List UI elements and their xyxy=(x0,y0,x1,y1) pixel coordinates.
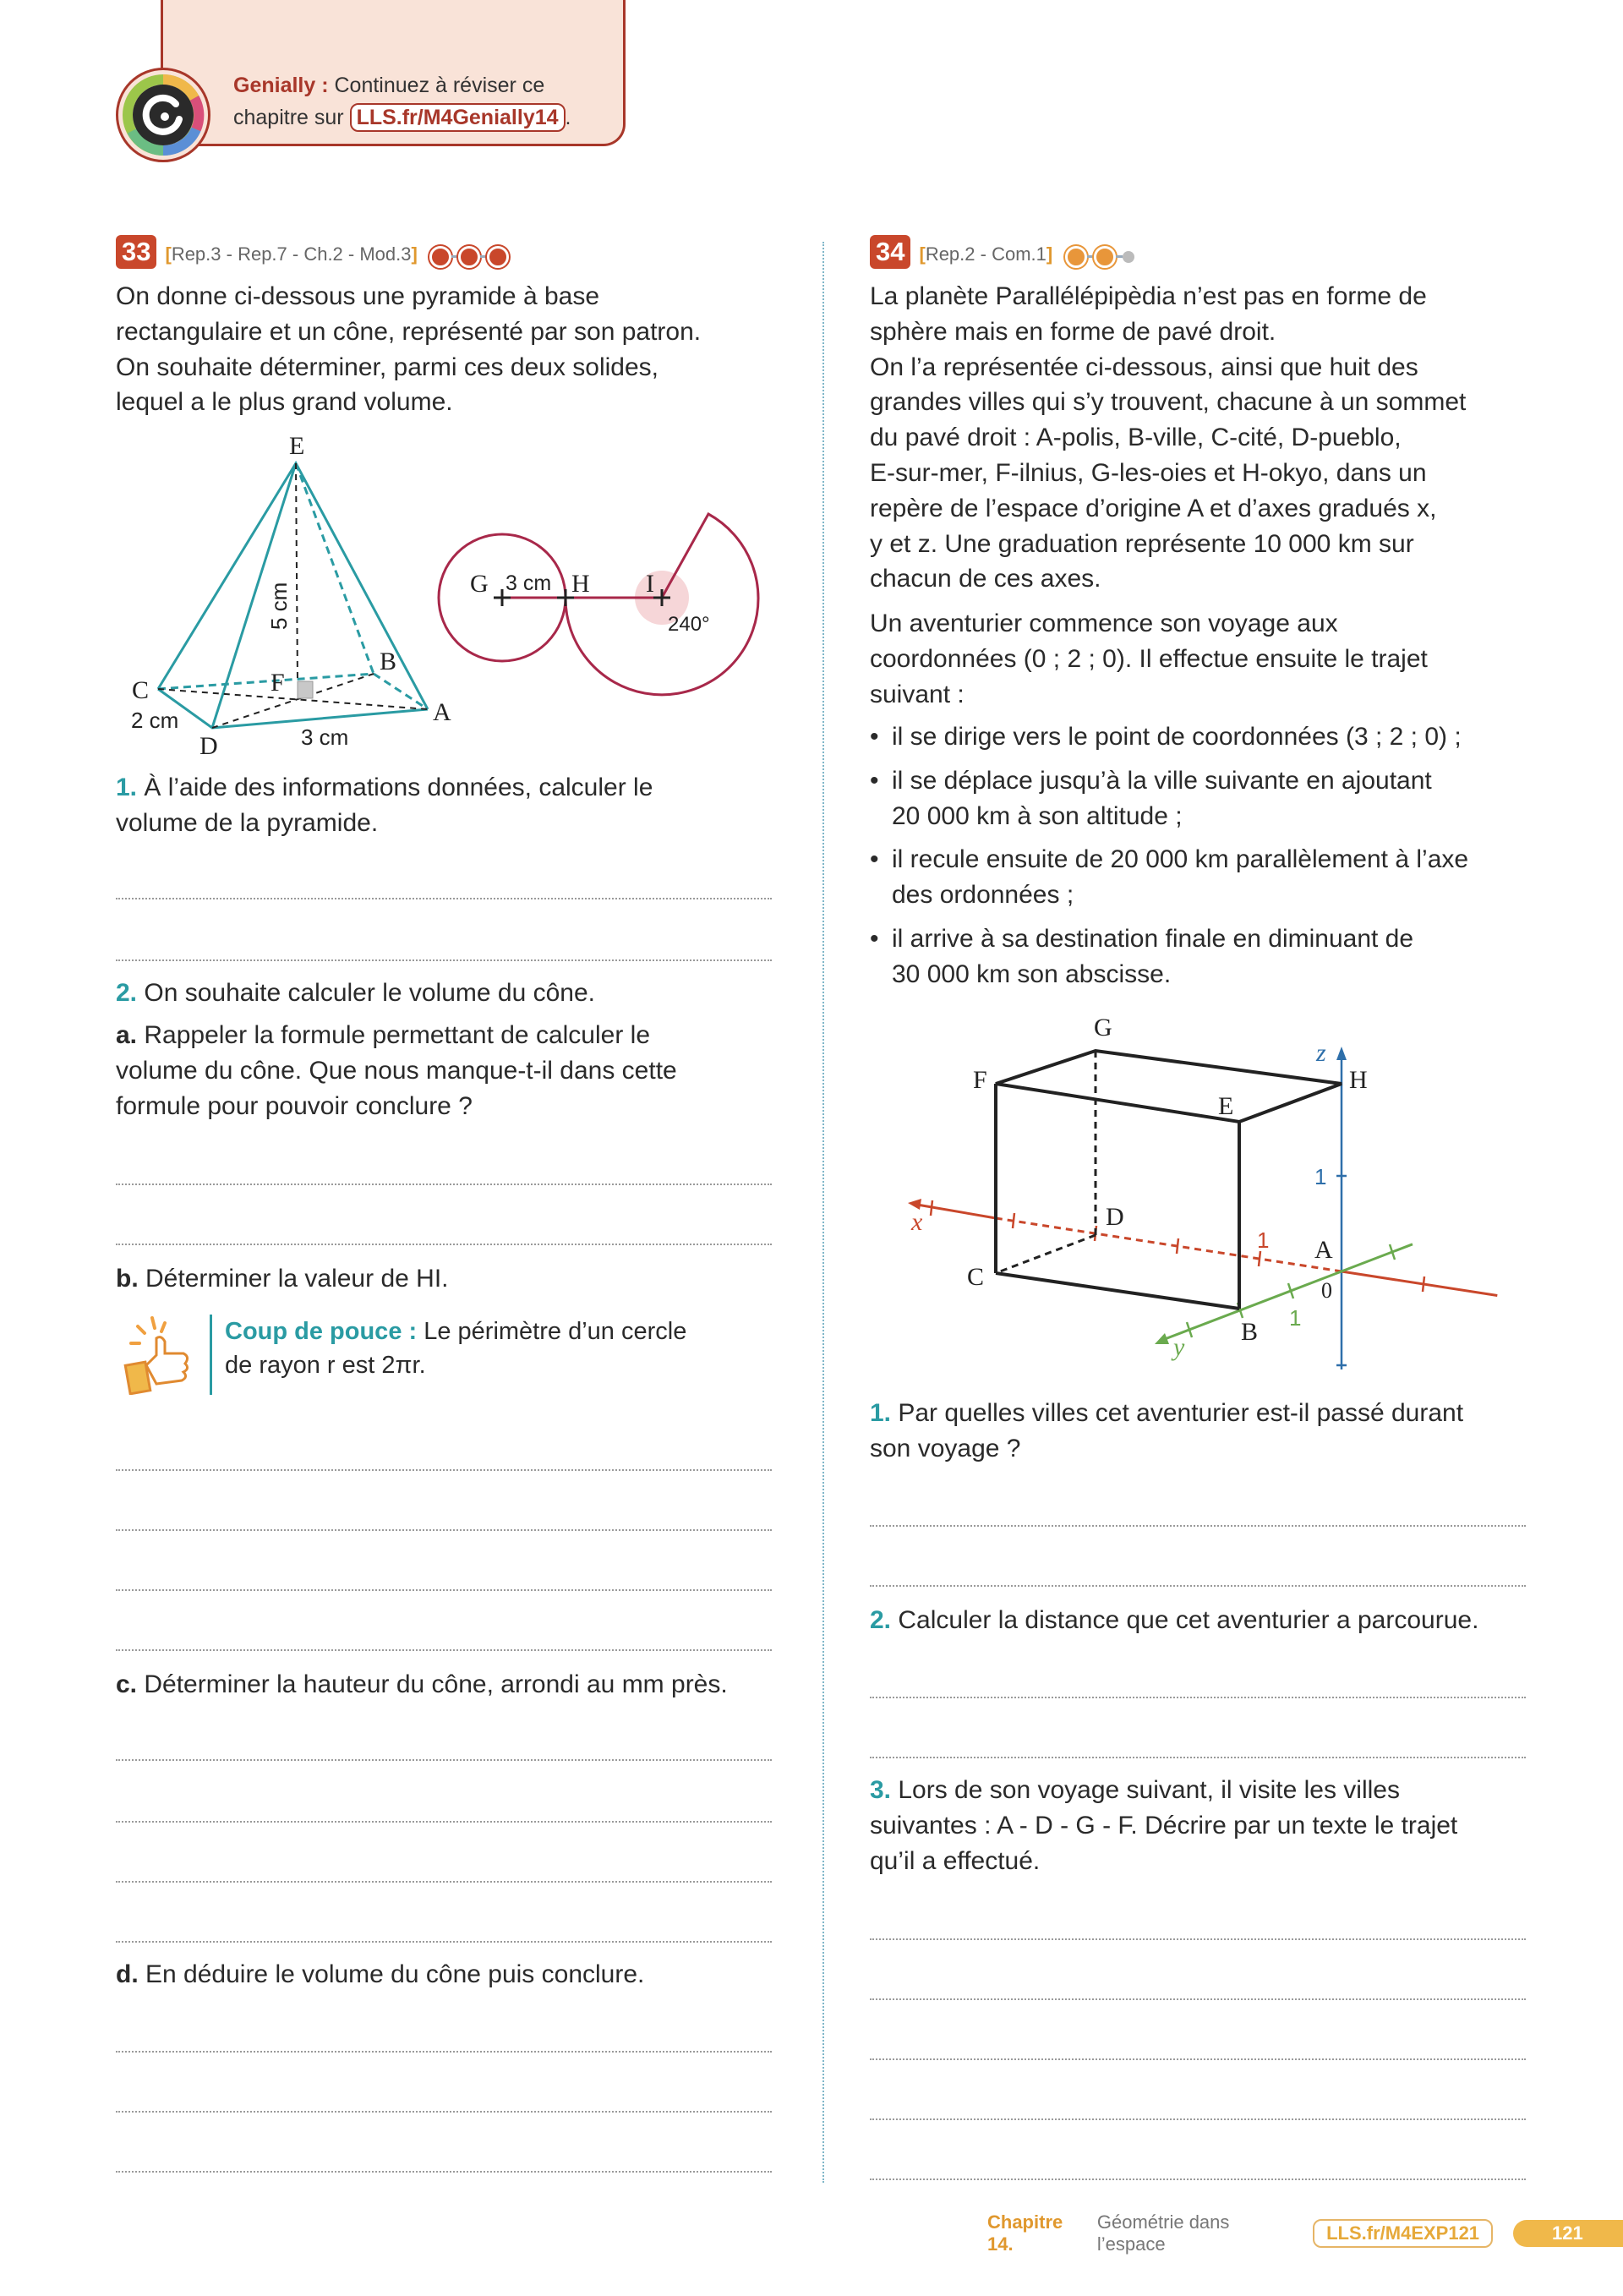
ex33-ref-text: Rep.3 - Rep.7 - Ch.2 - Mod.3 xyxy=(171,243,412,265)
q-text: En déduire le volume du cône puis conclure. xyxy=(138,1960,645,1988)
answer-line[interactable] xyxy=(870,2118,1526,2120)
answer-line[interactable] xyxy=(870,1938,1526,1940)
ex34-difficulty xyxy=(1065,246,1134,268)
footer xyxy=(987,2211,1623,2255)
answer-line[interactable] xyxy=(870,2058,1526,2060)
y-arrow-icon xyxy=(1155,1333,1169,1344)
label-H: H xyxy=(571,570,590,598)
answer-line[interactable] xyxy=(116,2171,772,2173)
step-text: • il se déplace jusqu’à la ville suivante en ajoutant xyxy=(892,766,1432,795)
q-number: 2. xyxy=(870,1606,892,1634)
ex33-q2a xyxy=(116,1018,677,1123)
q-text: volume du cône. Que nous manque-t-il dans cette xyxy=(116,1056,677,1085)
label-H: H xyxy=(1349,1066,1368,1094)
label-E: E xyxy=(289,432,305,460)
q-text: Déterminer la hauteur du cône, arrondi au mm près. xyxy=(137,1670,728,1698)
x-tick xyxy=(931,1200,932,1216)
tip-text: Le périmètre d’un cercle xyxy=(417,1318,687,1345)
page-number: 121 xyxy=(1513,2220,1623,2247)
answer-line[interactable] xyxy=(116,2111,772,2113)
label-5cm: 5 cm xyxy=(266,582,292,630)
ex34-ref-text: Rep.2 - Com.1 xyxy=(925,243,1046,265)
x-axis-hidden xyxy=(996,1218,1342,1271)
label-A: A xyxy=(1314,1236,1333,1264)
step-text: des ordonnées ; xyxy=(892,881,1074,910)
answer-line[interactable] xyxy=(116,1881,772,1883)
ex33-ref: [Rep.3 - Rep.7 - Ch.2 - Mod.3] xyxy=(165,243,418,265)
answer-line[interactable] xyxy=(870,1697,1526,1698)
label-x: x xyxy=(911,1208,923,1236)
label-y-1: 1 xyxy=(1289,1305,1302,1331)
step-text: 30 000 km son abscisse. xyxy=(892,959,1172,988)
label-I: I xyxy=(646,570,654,598)
q-text: son voyage ? xyxy=(870,1434,1021,1462)
cone-net-figure xyxy=(439,514,758,695)
answer-line[interactable] xyxy=(116,1184,772,1185)
label-240: 240° xyxy=(668,613,710,636)
ex33-q1 xyxy=(116,770,653,841)
q-number: 1. xyxy=(116,774,138,801)
cuboid xyxy=(996,1051,1342,1309)
ex33-intro-line: lequel a le plus grand volume. xyxy=(116,388,453,417)
label-G: G xyxy=(470,570,489,598)
answer-line[interactable] xyxy=(870,1757,1526,1758)
ex34-start-line: Un aventurier commence son voyage aux xyxy=(870,610,1338,637)
label-z: z xyxy=(1316,1039,1326,1067)
answer-line[interactable] xyxy=(116,1759,772,1761)
label-F: F xyxy=(270,669,285,697)
q-letter: a. xyxy=(116,1021,138,1049)
answer-line[interactable] xyxy=(116,959,772,961)
tip-text: de rayon r est 2πr. xyxy=(225,1352,426,1379)
q-text: Lors de son voyage suivant, il visite les villes xyxy=(891,1776,1400,1804)
genially-label: Genially : xyxy=(233,74,329,97)
ex34-header xyxy=(870,235,1134,269)
pyramid-figure xyxy=(158,463,428,728)
ex34-start xyxy=(870,606,1428,712)
x-tick xyxy=(1423,1276,1424,1292)
ex33-figure xyxy=(0,0,812,778)
ex34-intro-line: La planète Parallélépipèdia n’est pas en forme de xyxy=(870,282,1427,310)
tip-bar xyxy=(210,1315,212,1395)
ex33-q2d xyxy=(116,1957,644,1993)
ex33-intro-line: rectangulaire et un cône, représenté par son patron. xyxy=(116,317,702,346)
tip-box xyxy=(225,1315,686,1382)
right-angle-mark xyxy=(298,681,313,698)
q-letter: c. xyxy=(116,1670,138,1698)
q-text: On souhaite calculer le volume du cône. xyxy=(137,979,596,1007)
q-text: Par quelles villes cet aventurier est-il passé durant xyxy=(891,1399,1464,1427)
footer-title: Géométrie dans l’espace xyxy=(1096,2211,1230,2255)
step-item xyxy=(870,719,1468,755)
label-D: D xyxy=(1106,1203,1124,1231)
label-origin: 0 xyxy=(1321,1278,1332,1303)
label-B: B xyxy=(380,648,397,675)
label-C: C xyxy=(967,1263,985,1291)
q-text: Calculer la distance que cet aventurier a parcourue. xyxy=(891,1606,1479,1634)
difficulty-dot xyxy=(1065,246,1087,268)
answer-line[interactable] xyxy=(870,2178,1526,2180)
label-3cm-net: 3 cm xyxy=(505,571,552,595)
ex33-q2b xyxy=(116,1261,448,1297)
genially-text-2: chapitre sur xyxy=(233,106,350,129)
ex34-intro-line: On l’a représentée ci-dessous, ainsi que huit des xyxy=(870,353,1418,381)
step-text: • il se dirige vers le point de coordonnées (3 ; 2 ; 0) ; xyxy=(892,723,1462,751)
q-letter: b. xyxy=(116,1265,139,1293)
x-tick xyxy=(1259,1251,1260,1266)
tip-label: Coup de pouce : xyxy=(225,1318,418,1345)
answer-line[interactable] xyxy=(116,2051,772,2053)
answer-line[interactable] xyxy=(116,898,772,899)
ex34-q1 xyxy=(870,1396,1463,1467)
label-D: D xyxy=(199,732,218,760)
label-2cm: 2 cm xyxy=(131,708,179,733)
genially-text-1: Continuez à réviser ce xyxy=(328,74,545,97)
ex33-intro-line: On donne ci-dessous une pyramide à base xyxy=(116,282,600,310)
ex34-intro xyxy=(870,279,1466,597)
answer-line[interactable] xyxy=(870,1998,1526,2000)
label-A: A xyxy=(433,698,451,726)
ex34-intro-line: E-sur-mer, F-ilnius, G-les-oies et H-okyo, dans un xyxy=(870,458,1427,487)
q-number: 2. xyxy=(116,979,138,1007)
label-y: y xyxy=(1173,1333,1185,1361)
cuboid-axes-figure xyxy=(870,1006,1546,1378)
ex34-ref: [Rep.2 - Com.1] xyxy=(919,243,1053,265)
answer-line[interactable] xyxy=(116,1941,772,1943)
ex34-start-line: suivant : xyxy=(870,680,965,708)
ex34-q2 xyxy=(870,1603,1478,1638)
q-text: volume de la pyramide. xyxy=(116,808,379,837)
q-number: 1. xyxy=(870,1399,892,1427)
step-text: • il arrive à sa destination finale en diminuant de xyxy=(892,924,1414,953)
label-E: E xyxy=(1218,1092,1234,1120)
q-text: Déterminer la valeur de HI. xyxy=(138,1265,449,1293)
ex34-intro-line: sphère mais en forme de pavé droit. xyxy=(870,317,1276,346)
ex34-intro-line: chacun de ces axes. xyxy=(870,565,1101,593)
q-letter: d. xyxy=(116,1960,139,1988)
q-text: Rappeler la formule permettant de calculer le xyxy=(137,1021,651,1049)
ex34-number: 34 xyxy=(870,235,910,269)
column-divider xyxy=(822,242,824,2183)
thumbs-up-icon xyxy=(123,1315,199,1399)
label-x-1: 1 xyxy=(1257,1227,1270,1253)
q-text: qu’il a effectué. xyxy=(870,1846,1041,1875)
answer-line[interactable] xyxy=(116,1469,772,1471)
footer-chapter: Chapitre 14. xyxy=(987,2211,1063,2255)
ex33-intro-line: On souhaite déterminer, parmi ces deux solides, xyxy=(116,353,658,381)
ex33-number: 33 xyxy=(116,235,156,269)
step-item xyxy=(870,921,1468,992)
step-text: 20 000 km à son altitude ; xyxy=(892,801,1183,830)
label-z-1: 1 xyxy=(1314,1164,1327,1189)
answer-line[interactable] xyxy=(116,1244,772,1245)
label-B: B xyxy=(1241,1318,1259,1346)
answer-line[interactable] xyxy=(870,1525,1526,1527)
q-text: suivantes : A - D - G - F. Décrire par un texte le trajet xyxy=(870,1811,1458,1840)
label-3cm: 3 cm xyxy=(301,724,349,750)
difficulty-dot xyxy=(1094,246,1116,268)
answer-line[interactable] xyxy=(116,1589,772,1591)
ex33-q2 xyxy=(116,976,595,1011)
q-text: formule pour pouvoir conclure ? xyxy=(116,1091,473,1120)
answer-line[interactable] xyxy=(116,1529,772,1531)
q-text: À l’aide des informations données, calculer le xyxy=(137,774,653,801)
x-tick xyxy=(1013,1213,1014,1228)
ex34-steps xyxy=(870,719,1468,992)
label-F: F xyxy=(973,1066,987,1094)
footer-link[interactable]: LLS.fr/M4EXP121 xyxy=(1313,2219,1493,2248)
ex34-intro-line: du pavé droit : A-polis, B-ville, C-cité, D-pueblo, xyxy=(870,424,1402,452)
ex34-start-line: coordonnées (0 ; 2 ; 0). Il effectue ensuite le trajet xyxy=(870,644,1428,673)
genially-link[interactable]: LLS.fr/M4Genially14 xyxy=(350,103,566,132)
answer-line[interactable] xyxy=(870,1585,1526,1587)
ex34-intro-line: y et z. Une graduation représente 10 000 km sur xyxy=(870,529,1414,558)
ex34-intro-line: grandes villes qui s’y trouvent, chacune à un sommet xyxy=(870,388,1467,417)
ex33-q2c xyxy=(116,1667,728,1703)
z-arrow-icon xyxy=(1336,1047,1347,1060)
answer-line[interactable] xyxy=(116,1821,772,1823)
x-tick xyxy=(1177,1238,1178,1254)
q-number: 3. xyxy=(870,1776,892,1804)
genially-end: . xyxy=(565,106,571,129)
label-G: G xyxy=(1094,1014,1112,1041)
difficulty-dot-empty xyxy=(1123,251,1134,263)
answer-line[interactable] xyxy=(116,1649,772,1651)
x-axis xyxy=(1342,1271,1497,1296)
ex34-q3 xyxy=(870,1773,1457,1878)
step-item xyxy=(870,763,1468,834)
step-text: • il recule ensuite de 20 000 km parallèlement à l’axe xyxy=(892,845,1469,874)
step-item xyxy=(870,842,1468,913)
ex34-intro-line: repère de l’espace d’origine A et d’axes gradués x, xyxy=(870,494,1437,522)
x-axis xyxy=(917,1205,996,1218)
label-C: C xyxy=(132,676,150,704)
